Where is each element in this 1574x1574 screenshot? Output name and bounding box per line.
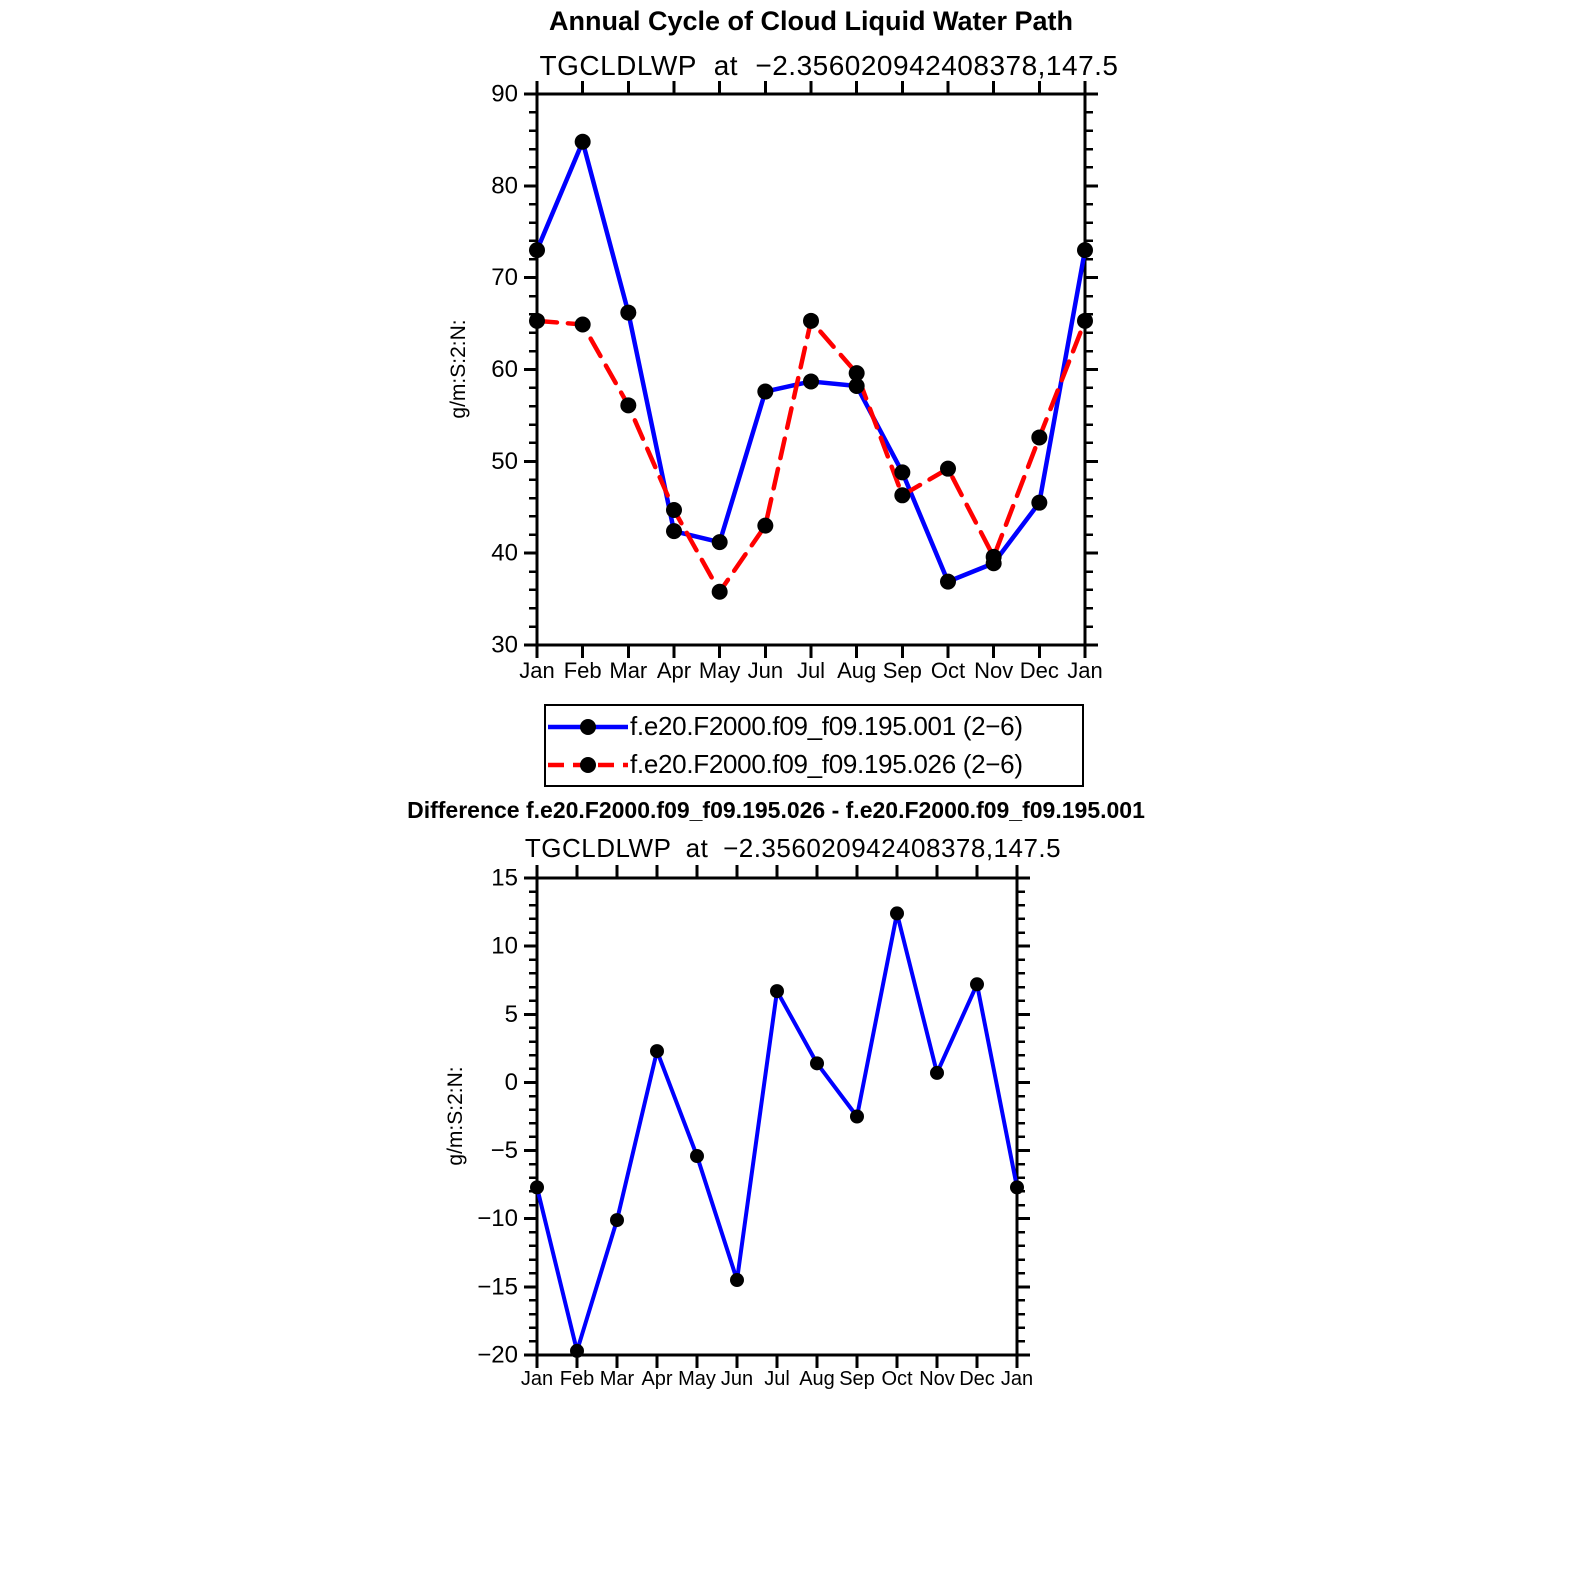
data-point [757,518,773,534]
x-tick-label: Aug [799,1368,835,1390]
data-point [1077,242,1093,258]
chart2-title: Difference f.e20.F2000.f09_f09.195.026 - f.e20.F2000.f09_f09.195.001 [407,797,1145,823]
x-tick-label: May [698,658,741,683]
chart1-subtitle: TGCLDLWP at −2.356020942408378,147.5 [539,50,1119,81]
x-tick-label: Mar [599,1368,635,1390]
y-tick-label: 50 [491,447,518,475]
y-tick-label: 5 [504,1000,518,1028]
data-point [650,1044,664,1058]
x-tick-label: Aug [837,658,877,683]
data-point [930,1066,944,1080]
data-point [712,534,728,550]
y-tick-label: −20 [477,1341,518,1369]
y-tick-label: −10 [477,1205,518,1233]
data-point [575,134,591,150]
data-point [940,461,956,477]
data-point [529,313,545,329]
series-line-0 [537,142,1085,582]
plot-box [537,878,1017,1355]
data-point [986,549,1002,565]
data-point [570,1344,584,1358]
x-tick-label: Mar [609,658,648,683]
y-tick-label: 10 [491,932,518,960]
x-tick-label: Apr [641,1368,673,1390]
x-tick-label: Jun [720,1368,754,1390]
legend-item-026 [546,746,1082,784]
data-point [1010,1180,1024,1194]
chart2-y-axis-label: g/m:S:2:N: [444,1066,467,1166]
data-point [894,464,910,480]
x-tick-label: Dec [959,1368,995,1390]
x-tick-label: Jan [1067,658,1103,683]
data-point [803,313,819,329]
data-point [1077,313,1093,329]
data-point [757,384,773,400]
x-tick-label: Nov [974,658,1014,683]
x-tick-label: Jun [747,658,784,683]
chart2-subtitle: TGCLDLWP at −2.356020942408378,147.5 [524,833,1062,863]
legend-sample-solid-blue-line [546,710,630,744]
x-tick-label: Jul [796,658,826,683]
x-tick-label: Dec [1019,658,1059,683]
data-point [690,1149,704,1163]
legend-sample-dashed-red-line [546,748,630,782]
data-point [810,1056,824,1070]
legend [544,704,1084,787]
data-point [575,317,591,333]
x-tick-label: Sep [839,1368,875,1390]
x-tick-label: Nov [919,1368,955,1390]
legend-label-026: f.e20.F2000.f09_f09.195.026 (2−6) [630,749,1023,779]
x-tick-label: Oct [881,1368,913,1390]
legend-label-001: f.e20.F2000.f09_f09.195.001 (2−6) [630,711,1023,741]
y-tick-label: 40 [491,539,518,567]
data-point [666,523,682,539]
data-point [970,977,984,991]
data-point [1031,495,1047,511]
x-tick-label: Oct [930,658,966,683]
x-tick-label: Feb [563,658,602,683]
y-tick-label: 60 [491,356,518,383]
x-tick-label: Jan [1000,1368,1034,1390]
y-tick-label: −5 [490,1137,518,1165]
y-tick-label: 70 [491,264,518,292]
data-point [1031,429,1047,445]
data-point [803,373,819,389]
data-point [894,487,910,503]
y-tick-label: 15 [491,864,518,892]
x-tick-label: Jan [520,1368,554,1390]
data-point [730,1273,744,1287]
data-point [849,365,865,381]
data-point [890,906,904,920]
x-tick-label: Jan [519,658,555,683]
data-point [940,574,956,590]
legend-marker [580,719,596,735]
y-tick-label: 80 [491,172,518,200]
data-point [529,242,545,258]
y-tick-label: −15 [477,1273,518,1301]
chart1-plot-area [420,70,1140,700]
x-tick-label: Feb [559,1368,595,1390]
chart1-y-axis-label: g/m:S:2:N: [447,319,470,419]
legend-item-001 [546,708,1082,746]
data-point [770,984,784,998]
data-point [620,305,636,321]
plot-box [537,94,1085,645]
y-tick-label: 30 [491,631,518,659]
data-point [610,1213,624,1227]
data-point [850,1110,864,1124]
x-tick-label: Sep [882,658,922,683]
data-point [666,502,682,518]
chart2-plot-area [420,855,1100,1405]
y-tick-label: 90 [491,80,518,108]
data-point [530,1180,544,1194]
data-point [620,397,636,413]
legend-marker [580,757,596,773]
y-tick-label: 0 [504,1068,518,1096]
x-tick-label: Apr [656,658,692,683]
chart1-title: Annual Cycle of Cloud Liquid Water Path [548,6,1073,36]
series-line-0 [537,913,1017,1350]
data-point [712,584,728,600]
x-tick-label: Jul [764,1368,790,1390]
x-tick-label: May [678,1368,716,1390]
